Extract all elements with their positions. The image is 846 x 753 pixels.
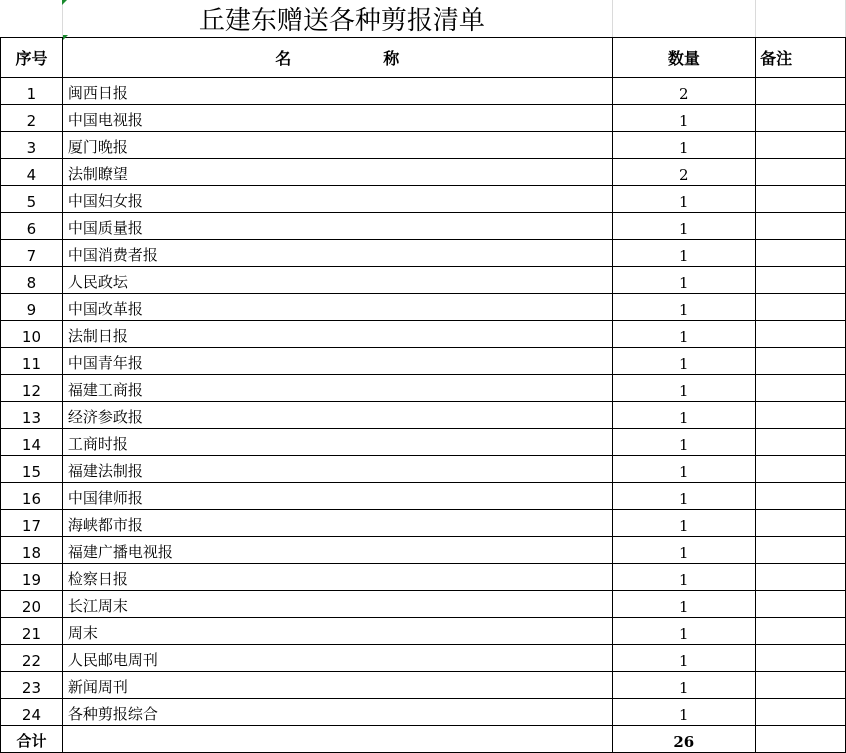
table-row [1, 105, 846, 132]
table-row [1, 132, 846, 159]
row-seq-cell[interactable]: 16 [1, 483, 63, 510]
table-row [1, 348, 846, 375]
row-qty-cell[interactable]: 1 [612, 483, 756, 510]
row-name-cell[interactable]: 经济参政报 [62, 402, 612, 429]
row-note-cell[interactable] [756, 699, 846, 726]
row-qty-cell[interactable]: 1 [612, 267, 756, 294]
row-qty-cell[interactable]: 1 [612, 645, 756, 672]
row-seq-cell[interactable]: 1 [1, 78, 63, 105]
row-seq-cell[interactable]: 8 [1, 267, 63, 294]
row-note-cell[interactable] [756, 672, 846, 699]
row-seq-cell[interactable]: 21 [1, 618, 63, 645]
title-cell-note-blank[interactable] [756, 0, 846, 38]
header-seq[interactable]: 序号 [1, 38, 63, 78]
row-name-cell[interactable]: 中国妇女报 [62, 186, 612, 213]
row-name-cell[interactable]: 福建工商报 [62, 375, 612, 402]
table-row [1, 375, 846, 402]
table-row [1, 510, 846, 537]
row-qty-cell[interactable]: 2 [612, 78, 756, 105]
row-qty-cell[interactable]: 1 [612, 537, 756, 564]
row-qty-cell[interactable]: 2 [612, 159, 756, 186]
table-row [1, 537, 846, 564]
table-row [1, 240, 846, 267]
row-note-cell[interactable] [756, 375, 846, 402]
row-name-cell[interactable]: 中国电视报 [62, 105, 612, 132]
row-note-cell[interactable] [756, 483, 846, 510]
row-qty-cell[interactable]: 1 [612, 672, 756, 699]
row-name-cell[interactable]: 工商时报 [62, 429, 612, 456]
title-row [1, 0, 846, 38]
row-note-cell[interactable] [756, 510, 846, 537]
row-seq-cell[interactable]: 14 [1, 429, 63, 456]
table-row [1, 591, 846, 618]
row-note-cell[interactable] [756, 591, 846, 618]
row-seq-cell[interactable]: 10 [1, 321, 63, 348]
row-name-cell[interactable]: 长江周末 [62, 591, 612, 618]
row-qty-cell[interactable]: 1 [612, 429, 756, 456]
row-name-cell[interactable]: 厦门晚报 [62, 132, 612, 159]
row-qty-cell[interactable]: 1 [612, 402, 756, 429]
title-cell-qty-blank[interactable] [612, 0, 756, 38]
total-row [1, 726, 846, 753]
row-seq-cell[interactable]: 11 [1, 348, 63, 375]
row-qty-cell[interactable]: 1 [612, 699, 756, 726]
row-note-cell[interactable] [756, 213, 846, 240]
header-row [1, 38, 846, 78]
row-seq-cell[interactable]: 23 [1, 672, 63, 699]
row-qty-cell[interactable]: 1 [612, 240, 756, 267]
table-row [1, 402, 846, 429]
row-note-cell[interactable] [756, 537, 846, 564]
row-seq-cell[interactable]: 3 [1, 132, 63, 159]
row-name-cell[interactable]: 中国消费者报 [62, 240, 612, 267]
row-qty-cell[interactable]: 1 [612, 132, 756, 159]
row-seq-cell[interactable]: 5 [1, 186, 63, 213]
row-seq-cell[interactable]: 9 [1, 294, 63, 321]
row-qty-cell[interactable]: 1 [612, 618, 756, 645]
row-seq-cell[interactable]: 17 [1, 510, 63, 537]
header-qty[interactable]: 数量 [612, 38, 756, 78]
row-seq-cell[interactable]: 12 [1, 375, 63, 402]
row-note-cell[interactable] [756, 456, 846, 483]
row-name-cell[interactable]: 闽西日报 [62, 78, 612, 105]
row-qty-cell[interactable]: 1 [612, 456, 756, 483]
total-name-cell[interactable] [62, 726, 612, 753]
row-seq-cell[interactable]: 13 [1, 402, 63, 429]
row-seq-cell[interactable]: 20 [1, 591, 63, 618]
sheet-title[interactable]: 丘建东赠送各种剪报清单 [62, 0, 612, 38]
table-row [1, 78, 846, 105]
row-note-cell[interactable] [756, 564, 846, 591]
row-qty-cell[interactable]: 1 [612, 375, 756, 402]
title-cell-blank[interactable] [1, 0, 63, 38]
table-row [1, 267, 846, 294]
row-name-cell[interactable]: 新闻周刊 [62, 672, 612, 699]
row-seq-cell[interactable]: 24 [1, 699, 63, 726]
row-note-cell[interactable] [756, 294, 846, 321]
row-name-cell[interactable]: 各种剪报综合 [62, 699, 612, 726]
row-name-cell[interactable]: 福建广播电视报 [62, 537, 612, 564]
row-name-cell[interactable]: 中国改革报 [62, 294, 612, 321]
row-note-cell[interactable] [756, 105, 846, 132]
total-label-cell[interactable]: 合计 [1, 726, 63, 753]
row-seq-cell[interactable]: 6 [1, 213, 63, 240]
table-row [1, 456, 846, 483]
row-seq-cell[interactable]: 15 [1, 456, 63, 483]
table-row [1, 618, 846, 645]
total-note-cell[interactable] [756, 726, 846, 753]
row-note-cell[interactable] [756, 78, 846, 105]
row-name-cell[interactable]: 福建法制报 [62, 456, 612, 483]
table-row [1, 672, 846, 699]
row-qty-cell[interactable]: 1 [612, 105, 756, 132]
row-name-cell[interactable]: 中国质量报 [62, 213, 612, 240]
cell-comment-marker [62, 0, 67, 5]
row-note-cell[interactable] [756, 618, 846, 645]
row-note-cell[interactable] [756, 402, 846, 429]
row-seq-cell[interactable]: 7 [1, 240, 63, 267]
row-qty-cell[interactable]: 1 [612, 186, 756, 213]
row-qty-cell[interactable]: 1 [612, 294, 756, 321]
row-note-cell[interactable] [756, 267, 846, 294]
table-row [1, 213, 846, 240]
row-name-cell[interactable]: 检察日报 [62, 564, 612, 591]
row-name-cell[interactable]: 人民邮电周刊 [62, 645, 612, 672]
cell-comment-marker [63, 35, 68, 40]
table-row [1, 294, 846, 321]
row-name-cell[interactable]: 海峡都市报 [62, 510, 612, 537]
row-name-cell[interactable]: 法制日报 [62, 321, 612, 348]
table-row [1, 564, 846, 591]
table-row [1, 429, 846, 456]
header-name-b: 称 [383, 49, 400, 68]
row-seq-cell[interactable]: 4 [1, 159, 63, 186]
row-qty-cell[interactable]: 1 [612, 564, 756, 591]
header-name-a: 名 [275, 49, 292, 68]
table-row [1, 483, 846, 510]
row-note-cell[interactable] [756, 348, 846, 375]
row-name-cell[interactable]: 中国青年报 [62, 348, 612, 375]
row-note-cell[interactable] [756, 186, 846, 213]
row-qty-cell[interactable]: 1 [612, 591, 756, 618]
header-note[interactable]: 备注 [756, 38, 846, 78]
row-seq-cell[interactable]: 18 [1, 537, 63, 564]
table-row [1, 159, 846, 186]
row-qty-cell[interactable]: 1 [612, 213, 756, 240]
row-qty-cell[interactable]: 1 [612, 348, 756, 375]
row-seq-cell[interactable]: 2 [1, 105, 63, 132]
row-note-cell[interactable] [756, 429, 846, 456]
header-name[interactable] [62, 38, 612, 78]
row-note-cell[interactable] [756, 321, 846, 348]
row-note-cell[interactable] [756, 240, 846, 267]
table-row [1, 321, 846, 348]
row-seq-cell[interactable]: 22 [1, 645, 63, 672]
row-note-cell[interactable] [756, 159, 846, 186]
table-row [1, 699, 846, 726]
row-name-cell[interactable]: 中国律师报 [62, 483, 612, 510]
table-row [1, 186, 846, 213]
table-row [1, 645, 846, 672]
row-name-cell[interactable]: 人民政坛 [62, 267, 612, 294]
total-qty-cell[interactable]: 26 [612, 726, 756, 753]
row-note-cell[interactable] [756, 645, 846, 672]
row-qty-cell[interactable]: 1 [612, 510, 756, 537]
row-note-cell[interactable] [756, 132, 846, 159]
row-qty-cell[interactable]: 1 [612, 321, 756, 348]
row-name-cell[interactable]: 法制瞭望 [62, 159, 612, 186]
row-seq-cell[interactable]: 19 [1, 564, 63, 591]
row-name-cell[interactable]: 周末 [62, 618, 612, 645]
